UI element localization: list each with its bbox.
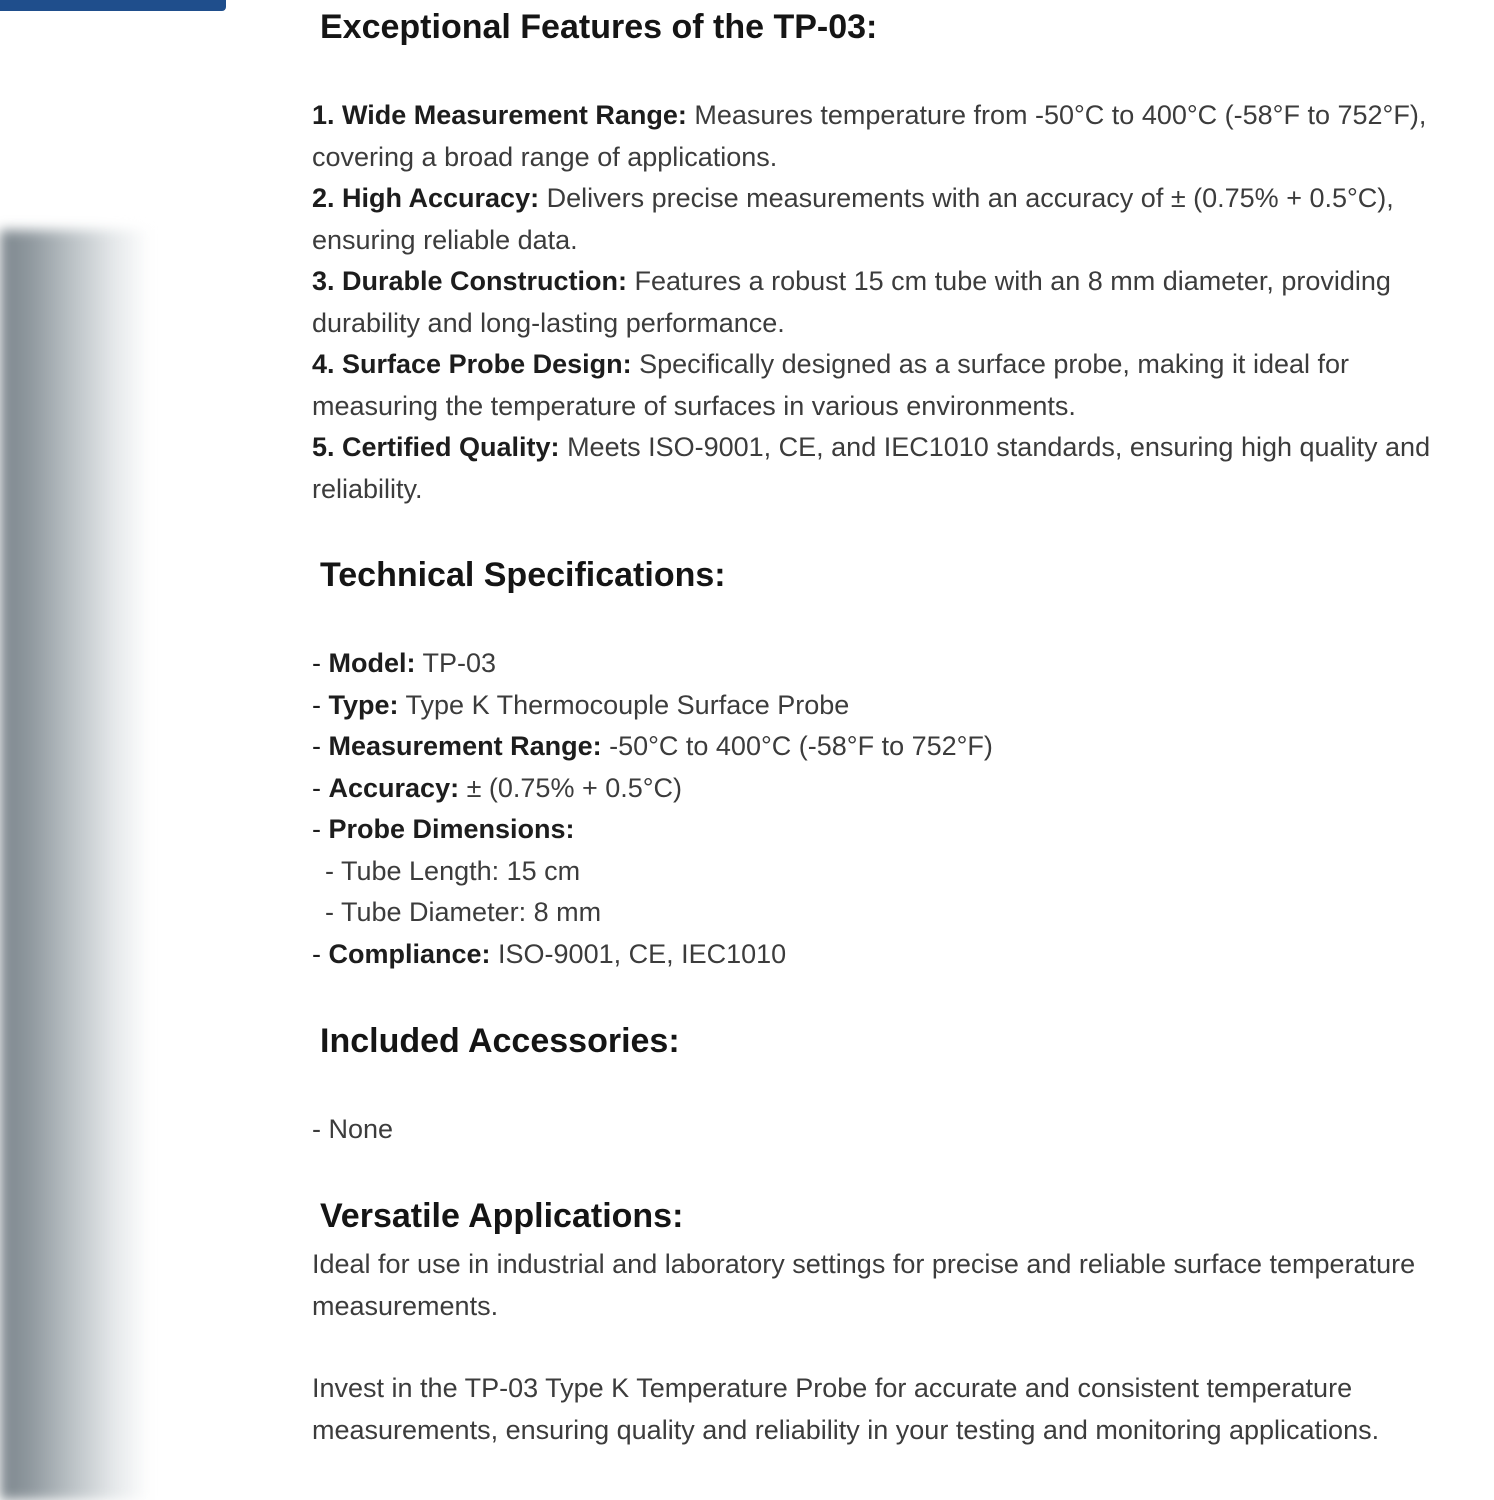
spec-item: - Type: Type K Thermocouple Surface Probe xyxy=(312,689,850,720)
spec-sub-item: - Tube Length: 15 cm xyxy=(325,855,581,886)
accessories-heading: Included Accessories: xyxy=(320,1022,680,1060)
spec-label: Model: xyxy=(328,648,416,678)
feature-item xyxy=(312,178,1462,261)
feature-label: 5. Certified Quality: xyxy=(312,432,560,462)
feature-label: 1. Wide Measurement Range: xyxy=(312,100,687,130)
spec-label: Type: xyxy=(328,689,399,720)
spec-label: Probe Dimensions: xyxy=(328,814,575,844)
feature-item xyxy=(312,261,1462,344)
feature-text: Specifically designed as a surface probe, making it ideal for measuring the temperature of surfaces in various environments. xyxy=(312,349,1349,421)
feature-item xyxy=(312,344,1462,427)
closing-text xyxy=(312,1368,1462,1451)
spec-value: Type K Thermocouple Surface Probe xyxy=(398,689,850,720)
feature-item xyxy=(312,427,1462,510)
spec-value: ± (0.75% + 0.5°C) xyxy=(459,772,683,803)
top-accent-bar xyxy=(0,0,226,11)
spec-item: - Compliance: ISO-9001, CE, IEC1010 xyxy=(312,938,787,969)
spec-value: ISO-9001, CE, IEC1010 xyxy=(490,938,787,969)
spec-label: Compliance: xyxy=(328,938,491,969)
spec-item: - Model: TP-03 xyxy=(312,648,497,678)
applications-text xyxy=(312,1244,1462,1327)
spec-sub-item: - Tube Diameter: 8 mm xyxy=(325,897,602,927)
applications-paragraph: Ideal for use in industrial and laboratory settings for precise and reliable surface temperature measurements. xyxy=(312,1249,1416,1321)
closing-paragraph: Invest in the TP-03 Type K Temperature Probe for accurate and consistent temperature measurements, ensuring quality and reliability in your testing and monitoring applications. xyxy=(312,1373,1380,1445)
applications-heading: Versatile Applications: xyxy=(320,1197,684,1235)
feature-text: Measures temperature from -50°C to 400°C (-58°F to 752°F), covering a broad range of applications. xyxy=(312,100,1427,172)
spec-label: Measurement Range: xyxy=(328,731,602,761)
feature-text: Delivers precise measurements with an accuracy of ± (0.75% + 0.5°C), ensuring reliable data. xyxy=(312,183,1394,255)
features-list xyxy=(312,95,1462,510)
accessories-list xyxy=(312,1109,1462,1151)
feature-label: 4. Surface Probe Design: xyxy=(312,349,632,379)
left-image-shadow xyxy=(0,230,150,1500)
feature-text: Meets ISO-9001, CE, and IEC1010 standards, ensuring high quality and reliability. xyxy=(312,432,1431,504)
feature-item xyxy=(312,95,1462,178)
spec-value: -50°C to 400°C (-58°F to 752°F) xyxy=(601,731,993,761)
spec-item: - Measurement Range: -50°C to 400°C (-58°F to 752°F) xyxy=(312,731,993,761)
accessory-item: - None xyxy=(312,1114,394,1144)
spec-item: - Accuracy: ± (0.75% + 0.5°C) xyxy=(312,772,683,803)
specs-list xyxy=(312,643,1462,975)
spec-label: Accuracy: xyxy=(328,772,460,803)
feature-label: 2. High Accuracy: xyxy=(312,183,540,213)
feature-text: Features a robust 15 cm tube with an 8 mm diameter, providing durability and long-lasting performance. xyxy=(312,266,1391,338)
specs-heading: Technical Specifications: xyxy=(320,556,726,594)
spec-item: - Probe Dimensions: xyxy=(312,814,575,844)
features-heading: Exceptional Features of the TP-03: xyxy=(320,8,878,46)
spec-value: TP-03 xyxy=(415,648,497,678)
feature-label: 3. Durable Construction: xyxy=(312,266,628,296)
